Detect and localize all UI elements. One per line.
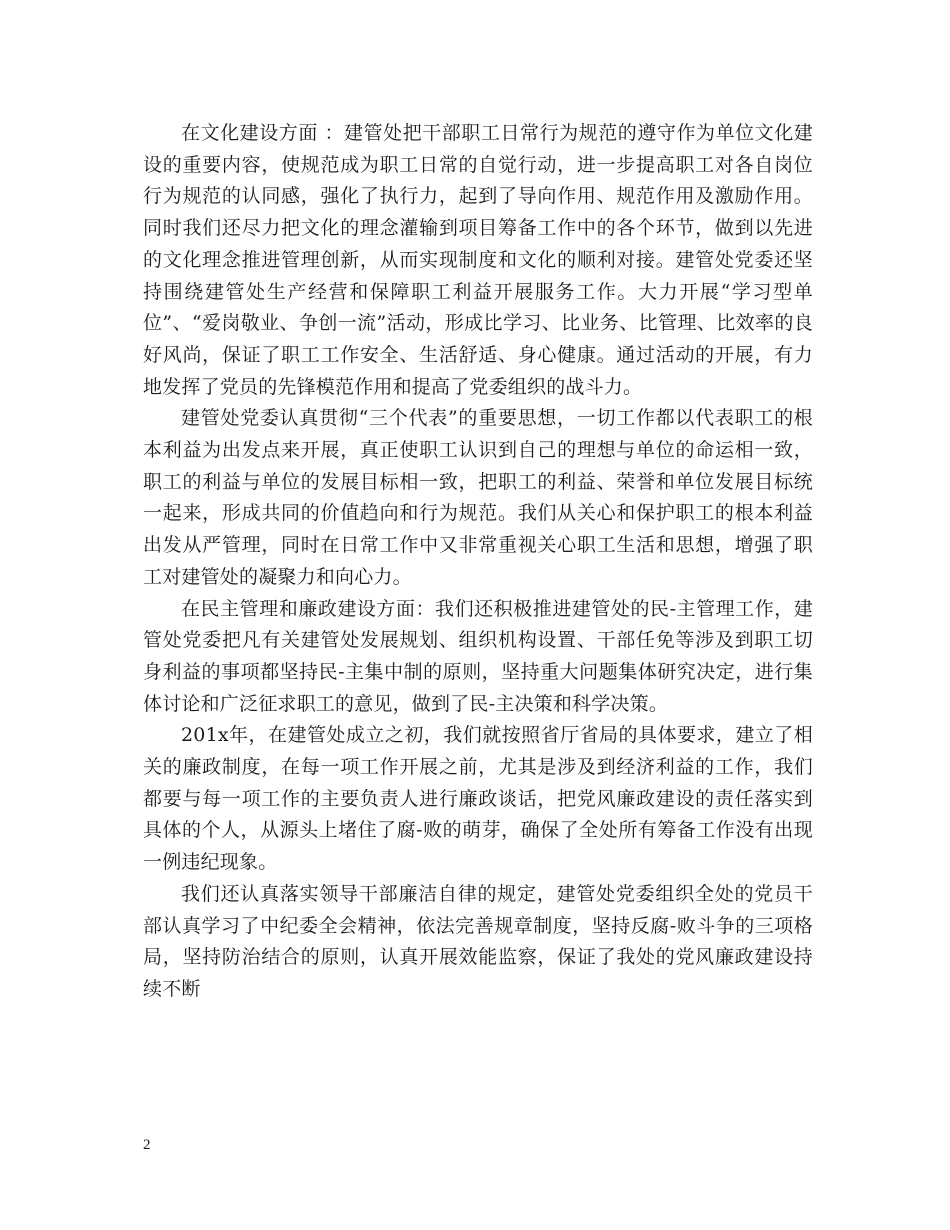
paragraph-anti-corruption-system: 201x年，在建管处成立之初，我们就按照省厅省局的具体要求，建立了相关的廉政制度，在每一项工作开展之前，尤其是涉及到经济利益的工作，我们都要与每一项工作的主要负责人进行廉政谈话，把党风廉政建设的责任落实到具体的个人，从源头上堵住了腐-败的萌芽，确保了全处所有筹备工作没有出现一例违纪现象。 <box>143 724 813 874</box>
paragraph-democratic-management: 在民主管理和廉政建设方面：我们还积极推进建管处的民-主管理工作，建管处党委把凡有关建管处发展规划、组织机构设置、干部任免等涉及到职工切身利益的事项都坚持民-主集中制的原则，坚持重大问题集体研究决定，进行集体讨论和广泛征求职工的意见，做到了民-主决策和科学决策。 <box>143 597 813 715</box>
body-text <box>143 118 813 1006</box>
paragraph-self-discipline: 我们还认真落实领导干部廉洁自律的规定，建管处党委组织全处的党员干部认真学习了中纪委全会精神，依法完善规章制度，坚持反腐-败斗争的三项格局，坚持防治结合的原则，认真开展效能监察，保证了我处的党风廉政建设持续不断 <box>143 882 813 1000</box>
paragraph-culture-building: 在文化建设方面 ：建管处把干部职工日常行为规范的遵守作为单位文化建设的重要内容，使规范成为职工日常的自觉行动，进一步提高职工对各自岗位行为规范的认同感，强化了执行力，起到了导向作用、规范作用及激励作用。同时我们还尽力把文化的理念灌输到项目筹备工作中的各个环节，做到以先进的文化理念推进管理创新，从而实现制度和文化的顺利对接。建管处党委还坚持围绕建管处生产经营和保障职工利益开展服务工作。大力开展“学习型单位”、“爱岗敬业、争创一流”活动，形成比学习、比业务、比管理、比效率的良好风尚，保证了职工工作安全、生活舒适、身心健康。通过活动的开展，有力地发挥了党员的先锋模范作用和提高了党委组织的战斗力。 <box>143 122 813 398</box>
page-number: 2 <box>143 1137 151 1153</box>
paragraph-three-represents: 建管处党委认真贯彻“三个代表”的重要思想，一切工作都以代表职工的根本利益为出发点来开展，真正使职工认识到自己的理想与单位的命运相一致，职工的利益与单位的发展目标相一致，把职工的利益、荣誉和单位发展目标统一起来，形成共同的价值趋向和行为规范。我们从关心和保护职工的根本利益出发从严管理，同时在日常工作中又非常重视关心职工生活和思想，增强了职工对建管处的凝聚力和向心力。 <box>143 407 813 588</box>
